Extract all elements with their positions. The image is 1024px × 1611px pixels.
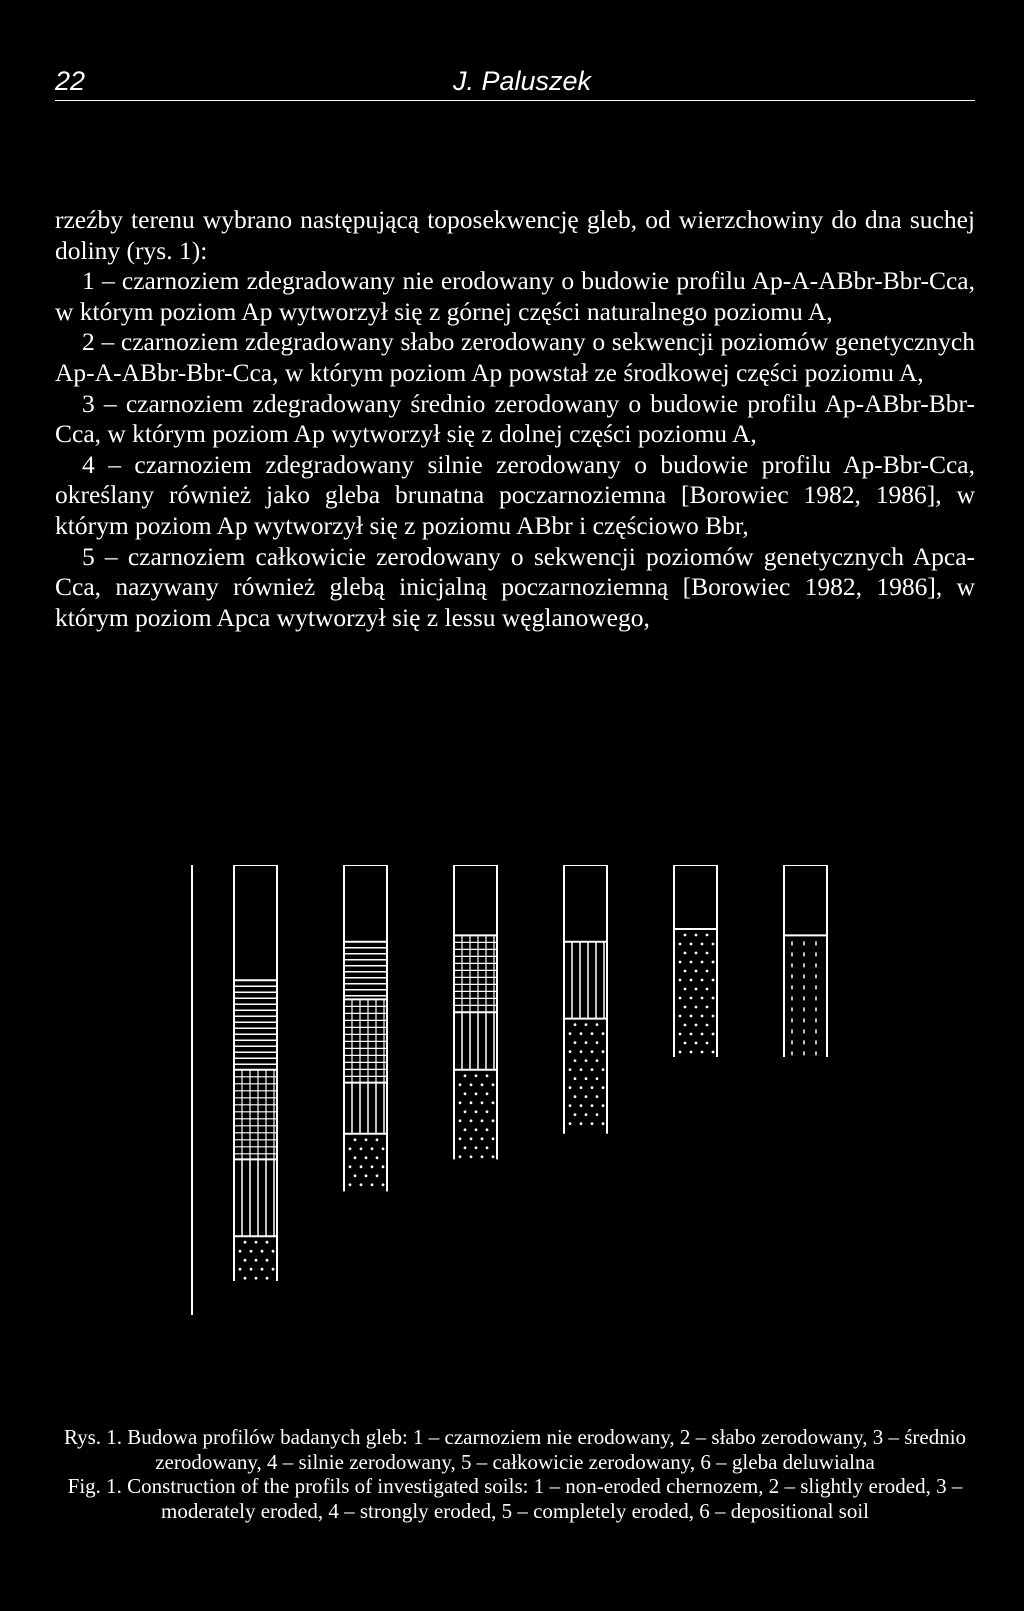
profile-5-layer-dotted-dot (684, 988, 687, 991)
profile-4-layer-dotted-dot (574, 1041, 577, 1044)
profile-5-layer-dotted-dot (706, 952, 709, 955)
profile-5-layer-dotted-dot (679, 1033, 682, 1036)
profile-1-layer-dotted-dot (244, 1277, 247, 1280)
profile-3-layer-dotted-dot (481, 1155, 484, 1158)
profile-4-layer-dotted-dot (580, 1050, 583, 1053)
profile-2-layer-dotted-dot (371, 1147, 374, 1150)
running-head (55, 62, 975, 101)
profile-2-layer-dotted-dot (382, 1147, 385, 1150)
profile-5-layer-dotted-dot (684, 1042, 687, 1045)
profile-1-layer-dotted-dot (239, 1268, 242, 1271)
profile-5-layer-dotted-dot (679, 997, 682, 1000)
list-item: 3 – czarnoziem zdegradowany średnio zerodowany o budowie profilu Ap-ABbr-Bbr-Cca, w którym poziom Ap wytworzył się z dolnej części poziomu A, (55, 388, 975, 449)
profile-2-layer-dotted-dot (360, 1165, 363, 1168)
intro-paragraph: rzeźby terenu wybrano następującą toposekwencję gleb, od wierzchowiny do dna suchej doliny (rys. 1): (55, 205, 975, 265)
profile-5-layer-dotted-dot (679, 1051, 682, 1054)
profile-2-layer-dotted-dot (376, 1156, 379, 1159)
profile-4-layer-dotted-dot (574, 1113, 577, 1116)
profile-4-layer-dotted-dot (580, 1104, 583, 1107)
page-number: 22 (55, 66, 86, 96)
profile-5-layer-dotted-dot (679, 943, 682, 946)
profile-3-layer-dotted-dot (459, 1101, 462, 1104)
profile-3-layer-dotted-dot (492, 1101, 495, 1104)
profile-5-layer-dotted-dot (706, 1024, 709, 1027)
caption-polish: Rys. 1. Budowa profilów badanych gleb: 1 – czarnoziem nie erodowany, 2 – słabo zerodowany, 3 – średnio zerodowany, 4 – silnie zerodowany, 5 – całkowicie zerodowany, 6 – gleba deluwialna (63, 1425, 967, 1474)
profile-5-layer-dotted-dot (701, 997, 704, 1000)
profile-5-layer-dotted-dot (712, 1051, 715, 1054)
profile-4-layer-dotted-dot (591, 1104, 594, 1107)
profile-4-layer-dotted-dot (602, 1086, 605, 1089)
profile-5-layer-dotted-dot (712, 1033, 715, 1036)
figure-caption (55, 1425, 975, 1523)
profile-2-layer-dotted-dot (354, 1138, 357, 1141)
profile-4-layer-dotted-dot (569, 1068, 572, 1071)
profile-2-layer-dotted-dot (365, 1174, 368, 1177)
profile-3-layer-dotted-dot (486, 1110, 489, 1113)
profile-3-layer-dotted-dot (470, 1083, 473, 1086)
profile-1-layer-dotted-dot (244, 1259, 247, 1262)
profile-5-layer-dotted-dot (690, 943, 693, 946)
profile-3-layer-dotted-dot (464, 1128, 467, 1131)
profile-4-layer-dotted-dot (591, 1050, 594, 1053)
profile-2-layer-dotted-dot (365, 1138, 368, 1141)
profile-3-layer-dotted-dot (481, 1101, 484, 1104)
profile-5-layer-dotted-dot (690, 1051, 693, 1054)
profile-1-layer-dotted-dot (261, 1250, 264, 1253)
profile-3-layer-dotted-dot (470, 1155, 473, 1158)
profile-4-layer-dotted-dot (585, 1095, 588, 1098)
profile-4-layer-dotted-dot (574, 1023, 577, 1026)
profile-3-layer-dotted-dot (475, 1128, 478, 1131)
profile-3-layer-dotted-dot (492, 1083, 495, 1086)
profile-5-layer-dotted-dot (684, 1006, 687, 1009)
profile-4-layer-dotted-dot (591, 1068, 594, 1071)
profile-3-layer-dotted-dot (486, 1146, 489, 1149)
profile-4-layer-dotted-dot (602, 1032, 605, 1035)
profile-4-layer-dotted-dot (580, 1122, 583, 1125)
profile-1-layer-dotted-dot (244, 1241, 247, 1244)
profile-1-layer-dotted-dot (255, 1259, 258, 1262)
profile-1-layer-dotted-dot (250, 1250, 253, 1253)
profile-4-layer-dotted-dot (602, 1122, 605, 1125)
profile-3-layer-dotted-dot (475, 1092, 478, 1095)
profile-4-layer-dotted-dot (596, 1023, 599, 1026)
profile-3-layer-dotted-dot (475, 1146, 478, 1149)
profile-5-layer-dotted-dot (690, 1015, 693, 1018)
profile-4-layer-dotted-dot (569, 1086, 572, 1089)
profile-5-layer-dotted-dot (679, 979, 682, 982)
profile-3-layer-dotted-dot (486, 1128, 489, 1131)
profile-2-layer-dotted-dot (360, 1183, 363, 1186)
profile-5-layer-dotted-dot (695, 934, 698, 937)
profile-3-layer-dotted-dot (464, 1110, 467, 1113)
profile-2-layer-dotted-dot (376, 1174, 379, 1177)
profile-5-layer-dotted-dot (701, 961, 704, 964)
profile-5-layer-dotted-dot (701, 1033, 704, 1036)
profile-5-layer-dotted-dot (695, 952, 698, 955)
profile-3-layer-dotted-dot (470, 1119, 473, 1122)
profile-1-layer-dotted-dot (261, 1268, 264, 1271)
profile-3-layer-dotted-dot (481, 1083, 484, 1086)
profile-5-layer-dotted-dot (684, 1024, 687, 1027)
profile-4-layer-dotted-dot (585, 1113, 588, 1116)
profile-5-layer-dotted-dot (706, 934, 709, 937)
profile-4-layer-dotted-dot (596, 1059, 599, 1062)
profile-5-layer-dotted-dot (712, 961, 715, 964)
profile-3-layer-dotted-dot (492, 1155, 495, 1158)
profile-3-layer-dotted-dot (481, 1119, 484, 1122)
profile-3-layer-dotted-dot (486, 1092, 489, 1095)
profile-2-layer-dotted-dot (354, 1174, 357, 1177)
profile-2-layer-dotted-dot (371, 1165, 374, 1168)
profile-3-layer-dotted-dot (481, 1137, 484, 1140)
profile-4-layer-dotted-dot (574, 1077, 577, 1080)
profile-5-layer-dotted-dot (695, 1024, 698, 1027)
profile-3-layer-dotted-dot (459, 1119, 462, 1122)
profile-4-layer-dotted-dot (585, 1077, 588, 1080)
caption-english: Fig. 1. Construction of the profils of investigated soils: 1 – non-eroded chernozem, 2 – slightly eroded, 3 – moderately eroded, 4 – strongly eroded, 5 – completely eroded, 6 – depositional soil (67, 1474, 963, 1523)
profile-4-layer-dotted-dot (574, 1095, 577, 1098)
profile-4-layer-dotted-dot (569, 1122, 572, 1125)
profile-5-layer-dotted-dot (695, 988, 698, 991)
profile-1-layer-dotted-dot (272, 1250, 275, 1253)
profile-3-layer-dotted-dot (486, 1074, 489, 1077)
profile-4-layer-dotted-dot (569, 1050, 572, 1053)
profile-3-layer-dotted-dot (492, 1119, 495, 1122)
profile-3-layer-dotted-dot (459, 1155, 462, 1158)
list-item: 1 – czarnoziem zdegradowany nie erodowany o budowie profilu Ap-A-ABbr-Bbr-Cca, w którym poziom Ap wytworzył się z górnej części naturalnego poziomu A, (55, 266, 975, 326)
profile-2-layer-dotted-dot (382, 1165, 385, 1168)
profile-5-layer-dotted-dot (695, 1042, 698, 1045)
profile-2-layer-dotted-dot (376, 1138, 379, 1141)
profile-4-layer-dotted-dot (569, 1104, 572, 1107)
profile-2-layer-dotted-dot (360, 1147, 363, 1150)
profile-2-layer-dotted-dot (371, 1183, 374, 1186)
profile-4-layer-dotted-dot (602, 1050, 605, 1053)
profile-3-layer-dotted-dot (492, 1137, 495, 1140)
profile-5-layer-dotted-dot (701, 1015, 704, 1018)
profile-2-layer-dotted-dot (365, 1156, 368, 1159)
profile-5-layer-dotted-dot (695, 1006, 698, 1009)
profile-5-layer-dotted-dot (701, 979, 704, 982)
profile-4-layer-dotted-dot (569, 1032, 572, 1035)
list-item: 4 – czarnoziem zdegradowany silnie zerodowany o budowie profilu Ap-Bbr-Cca, określany również jako gleba brunatna poczarnoziemna [Borowiec 1982, 1986], w którym poziom Ap wytworzył się z poziomu ABbr i częściowo Bbr, (55, 449, 975, 540)
profile-4-layer-dotted-dot (596, 1077, 599, 1080)
profile-5-layer-dotted-dot (679, 1015, 682, 1018)
profile-4-layer-dotted-dot (596, 1113, 599, 1116)
profile-5-layer-dotted-dot (679, 961, 682, 964)
profile-5-layer-dotted-dot (701, 1051, 704, 1054)
profile-4-layer-dotted-dot (602, 1104, 605, 1107)
soil-profiles-diagram (190, 865, 860, 1325)
profile-4-layer-dotted-dot (585, 1023, 588, 1026)
profile-2-layer-dotted-dot (349, 1147, 352, 1150)
profile-3-layer-dotted-dot (459, 1083, 462, 1086)
profile-5-layer-dotted-dot (706, 988, 709, 991)
profile-4-layer-dotted-dot (591, 1086, 594, 1089)
profile-4-layer-dotted-dot (574, 1059, 577, 1062)
list-item: 2 – czarnoziem zdegradowany słabo zerodowany o sekwencji poziomów genetycznych Ap-A-ABbr-Bbr-Cca, w którym poziom Ap powstał ze środkowej części poziomu A, (55, 327, 975, 387)
profile-2-layer-dotted-dot (382, 1183, 385, 1186)
profile-4-layer-dotted-dot (596, 1095, 599, 1098)
profile-4-layer-dotted-dot (591, 1122, 594, 1125)
profile-1-layer-dotted-dot (266, 1259, 269, 1262)
profile-4-layer-dotted-dot (580, 1086, 583, 1089)
profile-5-layer-dotted-dot (690, 997, 693, 1000)
profile-3-layer-dotted-dot (470, 1137, 473, 1140)
profile-3-layer-dotted-dot (475, 1110, 478, 1113)
profile-5-layer-dotted-dot (701, 943, 704, 946)
profile-5-layer-dotted-dot (690, 979, 693, 982)
profile-4-layer-dotted-dot (596, 1041, 599, 1044)
profile-5-layer-dotted-dot (684, 970, 687, 973)
profile-3-layer-dotted-dot (459, 1137, 462, 1140)
profile-2-layer-dotted-dot (349, 1183, 352, 1186)
profile-2-layer-dotted-dot (349, 1165, 352, 1168)
profile-1-layer-dotted-dot (266, 1241, 269, 1244)
profile-4-layer-dotted-dot (585, 1059, 588, 1062)
profile-1-layer-dotted-dot (272, 1268, 275, 1271)
profile-5-layer-dotted-dot (706, 1006, 709, 1009)
profile-3-layer-dotted-dot (470, 1101, 473, 1104)
running-head-author: J. Paluszek (453, 66, 592, 96)
profile-5-layer-dotted-dot (690, 961, 693, 964)
profile-4-layer-dotted-dot (602, 1068, 605, 1071)
profile-4-layer-dotted-dot (591, 1032, 594, 1035)
profile-5-layer-dotted-dot (684, 952, 687, 955)
profile-5-layer-dotted-dot (690, 1033, 693, 1036)
profile-5-layer-dotted-dot (684, 934, 687, 937)
profile-1-layer-dotted-dot (250, 1268, 253, 1271)
profile-5-layer-dotted-dot (695, 970, 698, 973)
profile-3-layer-dotted-dot (464, 1146, 467, 1149)
profile-3-layer-dotted-dot (475, 1074, 478, 1077)
profile-2-layer-dotted-dot (354, 1156, 357, 1159)
profile-5-layer-dotted-dot (706, 970, 709, 973)
list-item: 5 – czarnoziem całkowicie zerodowany o sekwencji poziomów genetycznych Apca-Cca, nazywany również glebą inicjalną poczarnoziemną [Borowiec 1982, 1986], w którym poziom Apca wytworzył się z lessu węglanowego, (55, 541, 975, 632)
profile-3-layer-dotted-dot (464, 1092, 467, 1095)
profile-4-layer-dotted-dot (580, 1068, 583, 1071)
profile-5-layer-dotted-dot (712, 979, 715, 982)
profile-3-layer-dotted-dot (464, 1074, 467, 1077)
body-text (55, 205, 975, 633)
profile-1-layer-dotted-dot (255, 1277, 258, 1280)
profile-5-layer-dotted-dot (712, 997, 715, 1000)
profile-5-layer-dotted-dot (712, 1015, 715, 1018)
profile-1-layer-dotted-dot (266, 1277, 269, 1280)
profile-1-layer-dotted-dot (255, 1241, 258, 1244)
profile-5-layer-dotted-dot (706, 1042, 709, 1045)
profile-5-layer-dotted-dot (712, 943, 715, 946)
profile-4-layer-dotted-dot (580, 1032, 583, 1035)
profile-4-layer-dotted-dot (585, 1041, 588, 1044)
profile-1-layer-dotted-dot (239, 1250, 242, 1253)
soil-profiles-figure (190, 865, 860, 1325)
